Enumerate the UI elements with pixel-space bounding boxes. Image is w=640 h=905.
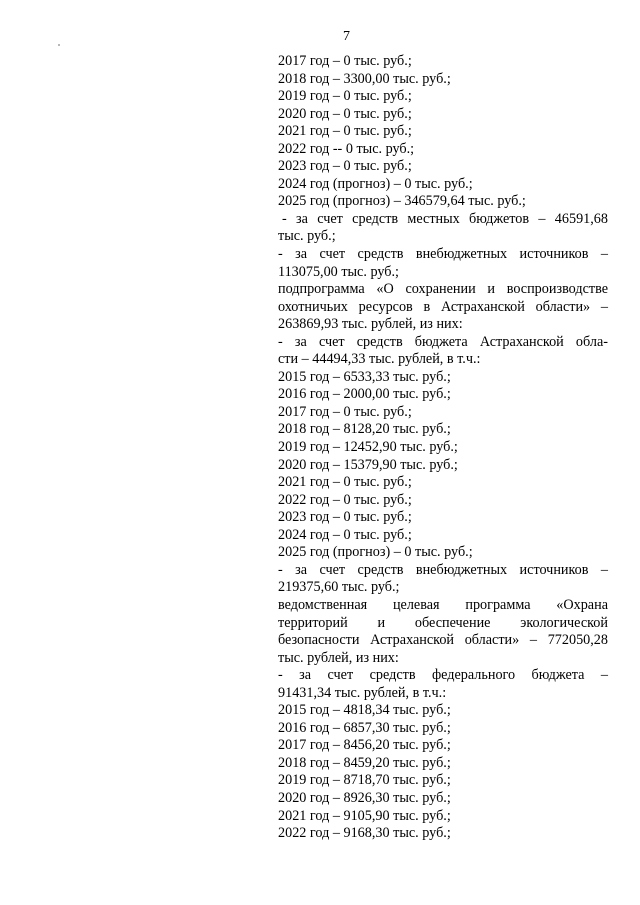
- text-line: 2018 год – 8128,20 тыс. руб.;: [278, 421, 451, 438]
- text-line: 263869,93 тыс. рублей, из них:: [278, 316, 463, 333]
- text-line: 2022 год – 9168,30 тыс. руб.;: [278, 825, 451, 842]
- text-line: 2015 год – 4818,34 тыс. руб.;: [278, 702, 451, 719]
- text-line: 2017 год – 8456,20 тыс. руб.;: [278, 737, 451, 754]
- text-line: 2019 год – 0 тыс. руб.;: [278, 88, 412, 105]
- text-line: - за счет средств федерального бюджета –: [278, 667, 608, 684]
- text-line: - за счет средств бюджета Астраханской обла-: [278, 333, 608, 350]
- text-line: 2022 год – 0 тыс. руб.;: [278, 491, 412, 508]
- text-line: тыс. руб.;: [278, 228, 336, 245]
- text-line: - за счет средств местных бюджетов – 46591,68: [282, 210, 608, 227]
- text-line: 2020 год – 15379,90 тыс. руб.;: [278, 456, 458, 473]
- text-line: - за счет средств внебюджетных источников –: [278, 561, 608, 578]
- text-line: сти – 44494,33 тыс. рублей, в т.ч.:: [278, 351, 481, 368]
- text-line: 2020 год – 8926,30 тыс. руб.;: [278, 789, 451, 806]
- text-line: 2024 год – 0 тыс. руб.;: [278, 526, 412, 543]
- text-line: 219375,60 тыс. руб.;: [278, 579, 400, 596]
- text-line: 2023 год – 0 тыс. руб.;: [278, 158, 412, 175]
- document-body: [278, 53, 608, 843]
- text-line: территорий и обеспечение экологической: [278, 614, 608, 631]
- scan-speck: [58, 44, 60, 46]
- text-line: подпрограмма «О сохранении и воспроизводстве: [278, 281, 608, 298]
- text-line: 2015 год – 6533,33 тыс. руб.;: [278, 368, 451, 385]
- text-line: 2021 год – 9105,90 тыс. руб.;: [278, 807, 451, 824]
- text-line: 2016 год – 6857,30 тыс. руб.;: [278, 719, 451, 736]
- page-number: 7: [343, 29, 350, 44]
- text-line: 2023 год – 0 тыс. руб.;: [278, 509, 412, 526]
- text-line: 2021 год – 0 тыс. руб.;: [278, 474, 412, 491]
- text-line: тыс. рублей, из них:: [278, 649, 399, 666]
- text-line: - за счет средств внебюджетных источников –: [278, 246, 608, 263]
- text-line: 113075,00 тыс. руб.;: [278, 263, 399, 280]
- text-line: 2018 год – 8459,20 тыс. руб.;: [278, 754, 451, 771]
- text-line: 2024 год (прогноз) – 0 тыс. руб.;: [278, 175, 473, 192]
- text-line: 2020 год – 0 тыс. руб.;: [278, 105, 412, 122]
- text-line: 2025 год (прогноз) – 346579,64 тыс. руб.;: [278, 193, 526, 210]
- text-line: 2017 год – 0 тыс. руб.;: [278, 53, 412, 69]
- text-line: 2025 год (прогноз) – 0 тыс. руб.;: [278, 544, 473, 561]
- text-line: 2019 год – 8718,70 тыс. руб.;: [278, 772, 451, 789]
- text-line: 2016 год – 2000,00 тыс. руб.;: [278, 386, 451, 403]
- text-line: безопасности Астраханской области» – 772050,28: [278, 632, 608, 649]
- text-line: 2017 год – 0 тыс. руб.;: [278, 403, 412, 420]
- text-line: 2019 год – 12452,90 тыс. руб.;: [278, 439, 458, 456]
- text-line: охотничьих ресурсов в Астраханской области» –: [278, 298, 608, 315]
- text-line: 2021 год – 0 тыс. руб.;: [278, 123, 412, 140]
- text-line: 91431,34 тыс. рублей, в т.ч.:: [278, 684, 447, 701]
- text-line: 2018 год – 3300,00 тыс. руб.;: [278, 70, 451, 87]
- text-line: 2022 год -- 0 тыс. руб.;: [278, 140, 415, 157]
- text-line: ведомственная целевая программа «Охрана: [278, 596, 608, 613]
